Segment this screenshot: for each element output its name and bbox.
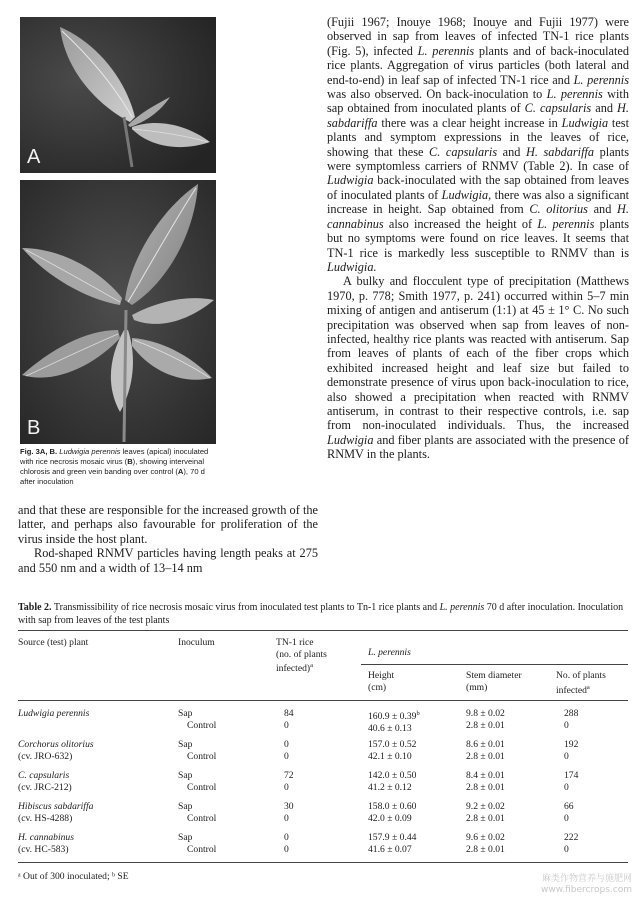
cell-line: 0	[284, 781, 289, 793]
text-run: back-inoculated with the sap obtained from leaves of inoculated plants of	[327, 173, 629, 202]
cell-line: 2.8 ± 0.01	[466, 719, 505, 731]
figure-panel-a	[20, 17, 216, 173]
header-stem-diameter	[466, 670, 522, 693]
header-stem-line2: (mm)	[466, 681, 488, 693]
cell-line: 0	[564, 750, 569, 762]
italic-text: Ludwigia	[327, 432, 374, 447]
cell-line: 42.0 ± 0.09	[368, 812, 412, 824]
table-rule-top	[18, 630, 628, 631]
table-cell-height	[368, 832, 416, 855]
italic-text: H. sabdariffa	[526, 144, 595, 159]
cell-line: 72	[284, 770, 294, 781]
text-run: plants were symptomless carriers of RNMV (Table 2). In case of	[327, 144, 630, 174]
header-height	[368, 670, 394, 693]
header-tn1-sup: a	[310, 662, 313, 670]
text-run: and	[497, 144, 526, 159]
header-tn1-rice	[276, 637, 327, 675]
header-inoculum: Inoculum	[178, 637, 215, 648]
table-cell-inoculum	[178, 739, 216, 762]
header-plants-line1: No. of plants	[556, 670, 606, 681]
cell-line: 9.2 ± 0.02	[466, 801, 505, 812]
table-cell-inoculum	[178, 708, 216, 731]
header-tn1-line1: TN-1 rice	[276, 637, 314, 648]
header-source: Source (test) plant	[18, 637, 89, 648]
italic-text: Ludwigia perennis	[59, 447, 121, 456]
cell-line: Sap	[178, 708, 193, 719]
cell-line: 2.8 ± 0.01	[466, 750, 505, 762]
table-cell-stem	[466, 739, 505, 762]
cell-line: 157.0 ± 0.52	[368, 739, 417, 750]
italic-text: C. capsularis	[429, 144, 498, 159]
paragraph	[327, 274, 629, 461]
cell-line: Sap	[178, 832, 193, 843]
panel-label-b: B	[27, 417, 41, 439]
cell-line: 41.6 ± 0.07	[368, 843, 412, 855]
watermark-line1: 麻类作物营养与施肥网	[541, 874, 632, 884]
table-cell-tn1	[276, 708, 294, 731]
text-run: ), 70 d after inoculation	[20, 467, 205, 486]
cell-line: 0	[564, 781, 569, 793]
table-cell-tn1	[276, 770, 294, 793]
header-plants-line2-text: infected	[556, 684, 587, 696]
leaf-photo-control	[20, 17, 216, 173]
header-plants-infected	[556, 670, 606, 696]
text-run: (Fujii 1967; Inouye 1968; Inouye and Fujii 1977) were observed in sap from leaves of infected TN-1 rice plants (Fig. 5), infected	[327, 15, 629, 58]
figure-caption	[20, 447, 220, 487]
cell-line: Sap	[178, 801, 193, 812]
cell-line: 157.9 ± 0.44	[368, 832, 417, 843]
cell-line: Control	[187, 812, 217, 824]
right-text-column	[327, 15, 629, 462]
cell-line: 8.4 ± 0.01	[466, 770, 505, 781]
paragraph	[18, 503, 318, 546]
table-cell-height	[368, 708, 420, 734]
cell-line: 222	[564, 832, 579, 843]
table-cell-stem	[466, 801, 505, 824]
cell-line: (cv. HS-4288)	[18, 812, 73, 824]
cell-line: 66	[564, 801, 574, 812]
leaf-photo-infected	[20, 180, 216, 444]
cell-line: 0	[284, 750, 289, 762]
cell-line: 158.0 ± 0.60	[368, 801, 417, 812]
table-rule-l-perennis	[361, 664, 628, 665]
header-stem-line1: Stem diameter	[466, 670, 522, 681]
cell-line: 2.8 ± 0.01	[466, 781, 505, 793]
table-cell-inoculum	[178, 770, 216, 793]
text-run: plants and of back-inoculated rice plants. Aggregation of virus particles (both lateral and end-to-end) in leaf sap of infected TN-1 rice and	[327, 43, 629, 87]
italic-text: L. perennis	[546, 87, 603, 102]
cell-line: Sap	[178, 739, 193, 750]
watermark-line2: www.fibercrops.com	[541, 885, 632, 895]
header-plants-sup: a	[586, 683, 590, 691]
italic-text: L. perennis	[439, 602, 485, 613]
text-run: and	[587, 202, 618, 217]
italic-text: Ludwigia	[327, 173, 374, 188]
italic-text: L. perennis	[537, 216, 595, 231]
cell-line: 142.0 ± 0.50	[368, 770, 417, 781]
italic-text: Ludwigia,	[441, 187, 492, 202]
cell-line: 9.6 ± 0.02	[466, 832, 505, 843]
italic-text: L. perennis	[417, 43, 475, 58]
header-height-line1: Height	[368, 670, 395, 681]
text-run: was also observed. On back-inoculation to	[327, 87, 547, 102]
table-cell-inoculum	[178, 801, 216, 824]
header-tn1-line3-text: infected)	[276, 663, 311, 675]
table-cell-plants	[556, 739, 578, 762]
watermark	[541, 874, 632, 896]
header-tn1-line2: (no. of plants	[276, 648, 327, 660]
table-cell-inoculum	[178, 832, 216, 855]
cell-line: 30	[284, 801, 294, 812]
text-run: A bulky and flocculent type of precipitation (Matthews 1970, p. 778; Smith 1977, p. 241) occurred within 5–7 min mixing of antigen and antiserum (1:1) at 45 ± 1° C. No such precipitation was observed when sap from leaves of non-infected, healthy rice plants was reacted with antiserum. Sap from leaves of plants of each of the fiber crops which exhibited increased height and leaf size but failed to demonstrate presence of virus upon back-inoculation to rice, also showed a precipitation when reacted with RNMV antiserum, in contrast to their respective controls, i.e. sap from non-inoculated individuals. Thus, the increased	[327, 274, 629, 433]
cell-line: 2.8 ± 0.01	[466, 843, 505, 855]
paragraph	[327, 15, 629, 274]
text-run: 70 d after inoculation. Inoculation with sap from leaves of the test plants	[18, 602, 624, 626]
table-cell-stem	[466, 770, 505, 793]
table-cell-plant	[18, 801, 93, 824]
cell-line: 9.8 ± 0.02	[466, 708, 505, 719]
header-tn1-line3	[276, 660, 327, 675]
header-height-line2: (cm)	[368, 681, 387, 693]
table-cell-plant	[18, 832, 74, 855]
table-cell-height	[368, 739, 416, 762]
table-cell-tn1	[276, 801, 294, 824]
cell-line: (cv. JRO-632)	[18, 750, 73, 762]
table-cell-stem	[466, 708, 505, 731]
cell-line: 8.6 ± 0.01	[466, 739, 505, 750]
cell-line: 0	[284, 739, 289, 750]
table-cell-height	[368, 801, 416, 824]
cell-line: Ludwigia perennis	[18, 708, 90, 719]
cell-line: 192	[564, 739, 579, 750]
text-run: leaves (apical) inoculated with rice necrosis mosaic virus (	[20, 447, 209, 466]
cell-line: 0	[564, 719, 569, 731]
cell-line: 0	[284, 719, 289, 731]
cell-line: Corchorus olitorius	[18, 739, 94, 750]
figure-panel-b	[20, 180, 216, 444]
table-cell-plants	[556, 770, 578, 793]
cell-line: Control	[187, 843, 217, 855]
cell-line: Sap	[178, 770, 193, 781]
text-run: also increased the height of	[383, 216, 538, 231]
panel-label-a: A	[27, 146, 41, 168]
text-run: with sap obtained from inoculated plants of	[327, 87, 629, 116]
table-rule-header	[18, 700, 628, 701]
table-cell-plant	[18, 708, 89, 720]
bold-text: Table 2.	[18, 602, 52, 613]
cell-line: 84	[284, 708, 294, 719]
text-run: test plants and symptom expressions in the leaves of rice, showing that these	[327, 115, 629, 159]
cell-line: Control	[187, 719, 217, 731]
cell-line: 0	[284, 812, 289, 824]
text-run: ), showing interveinal chlorosis and green vein banding over control (	[20, 457, 205, 476]
cell-line: H. cannabinus	[18, 832, 74, 843]
text-run: Rod-shaped RNMV particles having length peaks at 275 and 550 nm and a width of 13–14 nm	[18, 546, 318, 575]
paragraph	[18, 546, 318, 575]
table-footnote: ᵃ Out of 300 inoculated; ᵇ SE	[18, 871, 129, 882]
table-cell-plants	[556, 708, 578, 731]
text-run: there was a clear height increase in	[377, 115, 562, 130]
cell-line: 2.8 ± 0.01	[466, 812, 505, 824]
cell-line: 0	[284, 832, 289, 843]
cell-line: 0	[564, 812, 569, 824]
italic-text: H. sabdariffa	[327, 101, 630, 130]
table-rule-bottom	[18, 862, 628, 863]
cell-line: 160.9 ± 0.39$^b$	[368, 710, 420, 723]
header-l-perennis: L. perennis	[368, 647, 411, 658]
text-run: plants but no symptoms were found on rice leaves. It seems that TN-1 rice is markedly less susceptible to RNMV than is	[327, 216, 629, 260]
table-cell-tn1	[276, 739, 289, 762]
text-run: and	[591, 101, 618, 116]
table-cell-plants	[556, 832, 578, 855]
table-cell-tn1	[276, 832, 289, 855]
cell-line: (cv. HC-583)	[18, 843, 69, 855]
italic-text: Ludwigia	[561, 115, 609, 130]
cell-line: 0	[564, 843, 569, 855]
table-cell-plant	[18, 739, 94, 762]
table-cell-plant	[18, 770, 72, 793]
italic-text: C. capsularis	[524, 101, 592, 116]
height-footnote-mark: b	[416, 710, 420, 717]
cell-line: 41.2 ± 0.12	[368, 781, 412, 793]
cell-line: (cv. JRC-212)	[18, 781, 72, 793]
italic-text: L. perennis	[573, 72, 629, 87]
italic-text: Ludwigia.	[327, 259, 377, 274]
cell-line: 40.6 ± 0.13	[368, 722, 412, 734]
text-run: there was also a significant increase in height. Sap obtained from	[327, 187, 630, 217]
bold-text: Fig. 3A, B.	[20, 447, 58, 456]
header-plants-line2	[556, 682, 606, 697]
cell-line: 174	[564, 770, 579, 781]
cell-line: 0	[284, 843, 289, 855]
text-run: Transmissibility of rice necrosis mosaic virus from inoculated test plants to Tn-1 rice plants and	[51, 602, 440, 613]
table-cell-plants	[556, 801, 574, 824]
table-cell-height	[368, 770, 416, 793]
cell-line: Control	[187, 781, 217, 793]
text-run: and fiber plants are associated with the presence of RNMV in the plants.	[327, 432, 629, 462]
cell-line: 42.1 ± 0.10	[368, 750, 412, 762]
left-text-column	[18, 503, 318, 575]
text-run: and that these are responsible for the increased growth of the latter, and perhaps also favourable for proliferation of the virus inside the host plant.	[18, 503, 318, 546]
italic-text: C. olitorius	[529, 202, 588, 217]
table-caption	[18, 602, 628, 627]
cell-line: C. capsularis	[18, 770, 70, 781]
bold-text: A	[177, 467, 184, 476]
cell-line: Control	[187, 750, 217, 762]
cell-line: 288	[564, 708, 579, 719]
italic-text: H. cannabinus	[327, 202, 629, 231]
bold-text: B	[127, 457, 133, 466]
cell-line: Hibiscus sabdariffa	[18, 801, 94, 812]
table-cell-stem	[466, 832, 505, 855]
